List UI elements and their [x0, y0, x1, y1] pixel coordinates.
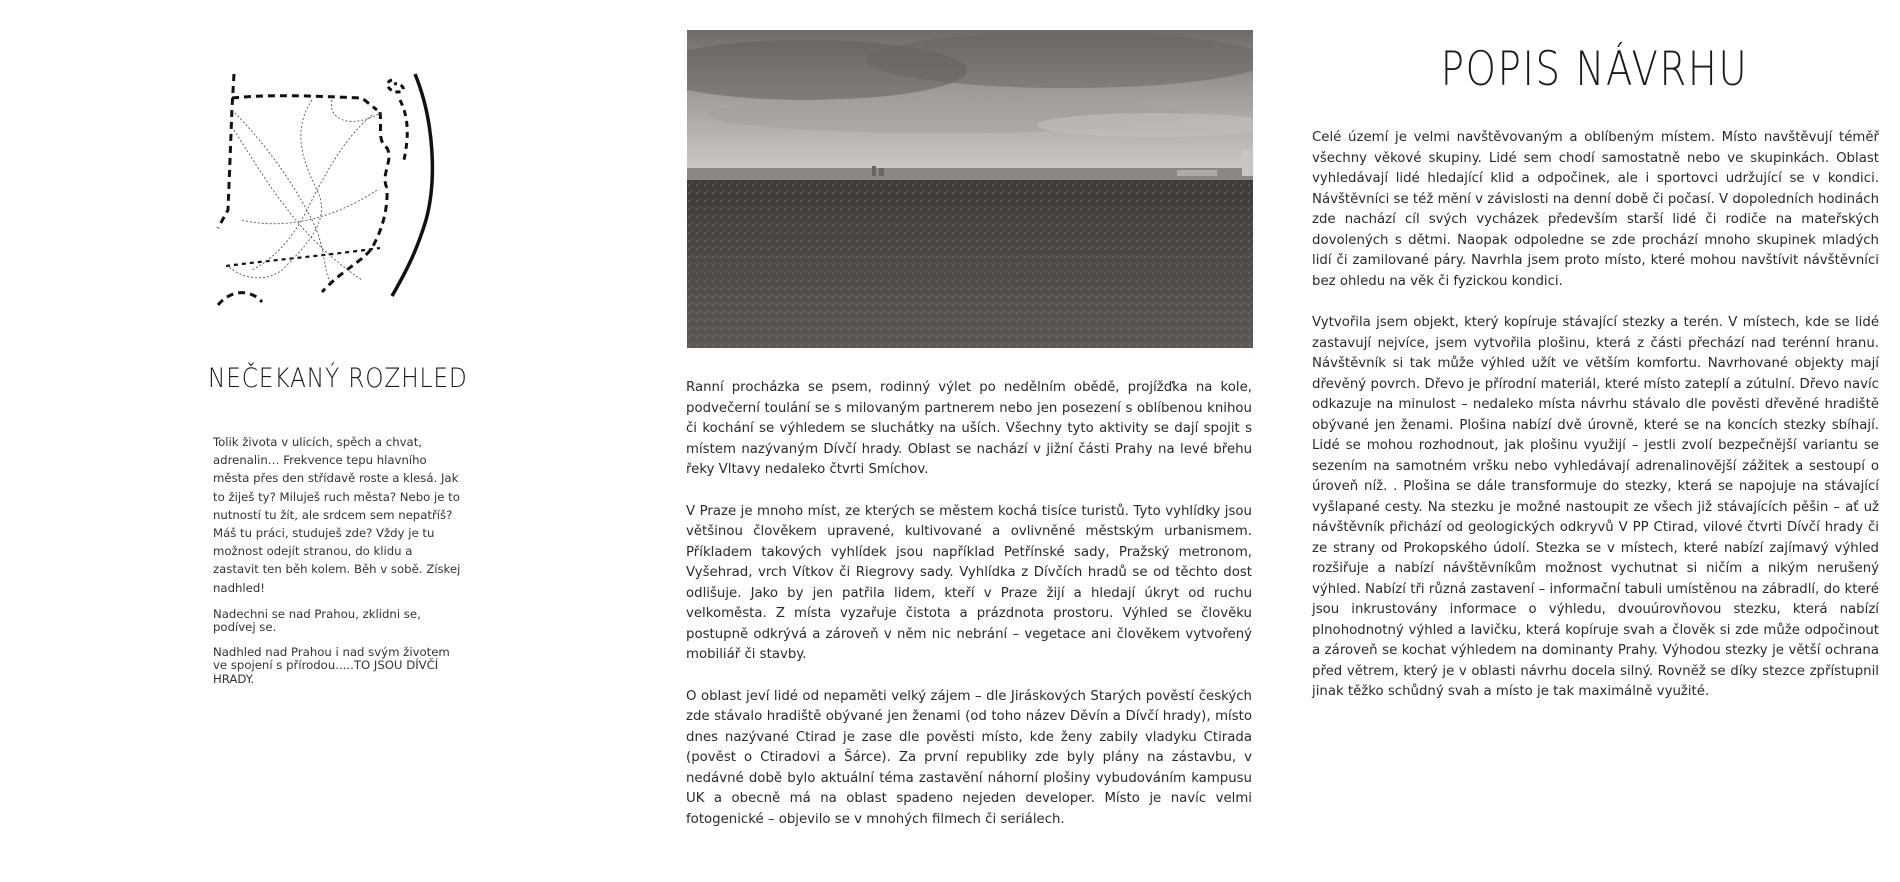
right-body-text [1312, 128, 1879, 724]
landscape-photo [687, 30, 1253, 348]
path-map-drawing [212, 70, 452, 310]
middle-paragraph: O oblast jeví lidé od nepaměti velký zájem – dle Jiráskových Starých pověstí českých zde stávalo hradiště obývané jen ženami (od toho název Děvín a Dívčí hrady), místo dnes nazývané Ctirad je zase dle pověsti místo, kde ženy zabily vladyku Ctirada (pověst o Ctiradovi a Šárce). Za první republiky zde byly plány na zástavbu, v nedávné době bylo aktuální téma zastavění náhorní plošiny vybudováním kampusu UK a obecně má na oblast spadeno nejeden developer. Místo je navíc velmi fotogenické – objevilo se v mnohých filmech či seriálech. [686, 688, 1252, 827]
left-paragraph: Nadechni se nad Prahou, zklidni se, podívej se. [213, 606, 421, 635]
middle-paragraph: Ranní procházka se psem, rodinný výlet po nedělním obědě, projížďka na kole, podvečerní toulání se s milovaným partnerem nebo jen posezení s oblíbenou knihou či kochání se výhledem se sluchátky na uších. Všechny tyto aktivity se dají spojit s místem nazývaným Dívčí hrady. Oblast se nachází v jižní části Prahy na levé břehu řeky Vltavy nedaleko čtvrti Smíchov. [686, 380, 1252, 477]
right-heading-text: POPIS NÁVRHU [1441, 42, 1749, 97]
left-intro-text [213, 433, 461, 697]
right-paragraph: Celé území je velmi navštěvovaným a oblíbeným místem. Místo navštěvují téměř všechny věkové skupiny. Lidé sem chodí samostatně nebo ve skupinkách. Oblast vyhledávají lidé hledající klid a odpočinek, ale i sportovci udržující se v kondici. Návštěvníci se též mění v závislosti na denní době či počasí. V dopoledních hodinách zde nachází cíl svých vycházek především starší lidé či rodiče na mateřských dovolených s dětmi. Naopak odpoledne se zde prochází mnoho skupinek mladých lidí či zamilované páry. Navrhla jsem proto místo, které mohou navštívit návštěvníci bez ohledu na věk či fyzickou kondici. [1312, 130, 1879, 289]
left-paragraph: Tolik života v ulicích, spěch a chvat, adrenalin… Frekvence tepu hlavního města přes den střídavě roste a klesá. Jak to žiješ ty? Miluješ ruch města? Nebo je to nutností tu žít, ale srdcem sem nepatříš? Máš tu práci, studuješ zde? Vždy je tu možnost odejít stranou, do klidu a zastavit ten běh kolem. Běh v sobě. Získej nadhled! [213, 435, 461, 595]
left-heading: NEČEKANÝ ROZHLED [208, 363, 468, 394]
right-paragraph: Vytvořila jsem objekt, který kopíruje stávající stezky a terén. V místech, kde se lidé zastavují nejvíce, jsem vytvořila plošinu, která z části přechází nad terénní hranu. Návštěvník si tak může výhled užít ve větším komfortu. Navrhované objekty mají dřevěný povrch. Dřevo je přírodní materiál, které místo zateplí a zútulní. Dřevo navíc odkazuje na minulost – nedaleko místa návrhu stávalo dle pověsti dřevěné hradiště obývané jen ženami. Plošina nabízí dvě úrovně, které se na koncích stezky sbíhají. Lidé se mohou rozhodnout, jak plošinu využijí – jestli zvolí bezpečnější variantu se sezením na samotném vršku nebo vyhledávají adrenalinovější zážitek a sestoupí o úroveň níž. . Plošina se dále transformuje do stezky, která se napojuje na stávající vyšlapané cesty. Na stezku je možné nastoupit ze všech již stávajících pěšin – ať už návštěvník přichází od geologických odkryvů V PP Ctirad, vilové čtvrti Dívčí hrady či ze strany od Prokopského údolí. Stezka se v místech, které nabízí zajímavý výhled rozšiřuje a nabízí návštěvníkům možnost vychutnat si ničím a nikým nerušený výhled. Nabízí tři různá zastavení – informační tabuli umístěnou na zábradlí, do které jsou inkrustovány informace o výhledu, dvouúrovňovou stezku, která nabízí plnohodnotný výhled a lavičku, která kopíruje svah a člověk si zde může odpočinout a zároveň se kochat výhledem na dominanty Prahy. Výhodou stezky je větší ochrana před větrem, který je v oblasti návrhu docela silný. Rovněž se díky stezce zpřístupnil jinak těžko schůdný svah a místo je tak maximálně využité. [1312, 315, 1879, 699]
right-heading [1310, 42, 1880, 97]
left-paragraph: Nadhled nad Prahou i nad svým životem ve spojení s přírodou.....TO JSOU DÍVČÍ HRADY. [213, 644, 450, 686]
middle-body-text [686, 378, 1252, 851]
landscape-photo-image [687, 30, 1253, 348]
site-path-diagram [212, 70, 452, 310]
middle-paragraph: V Praze je mnoho míst, ze kterých se městem kochá tisíce turistů. Tyto vyhlídky jsou většinou člověkem upravené, kultivované a ovlivněné městským urbanismem. Příkladem takových vyhlídek jsou například Petřínské sady, Pražský metronom, Vyšehrad, vrch Vítkov či Riegrovy sady. Vyhlídka z Dívčích hradů se od těchto dost odlišuje. Jako by jen patřila lidem, kteří v Praze žijí a hledají úkryt od ruchu velkoměsta. Z místa vyzařuje čistota a prázdnota prostoru. Výhled se člověku postupně odkrývá a zároveň v něm nic nebrání – vegetace ani člověkem vytvořený mobiliář či stavby. [686, 503, 1252, 662]
